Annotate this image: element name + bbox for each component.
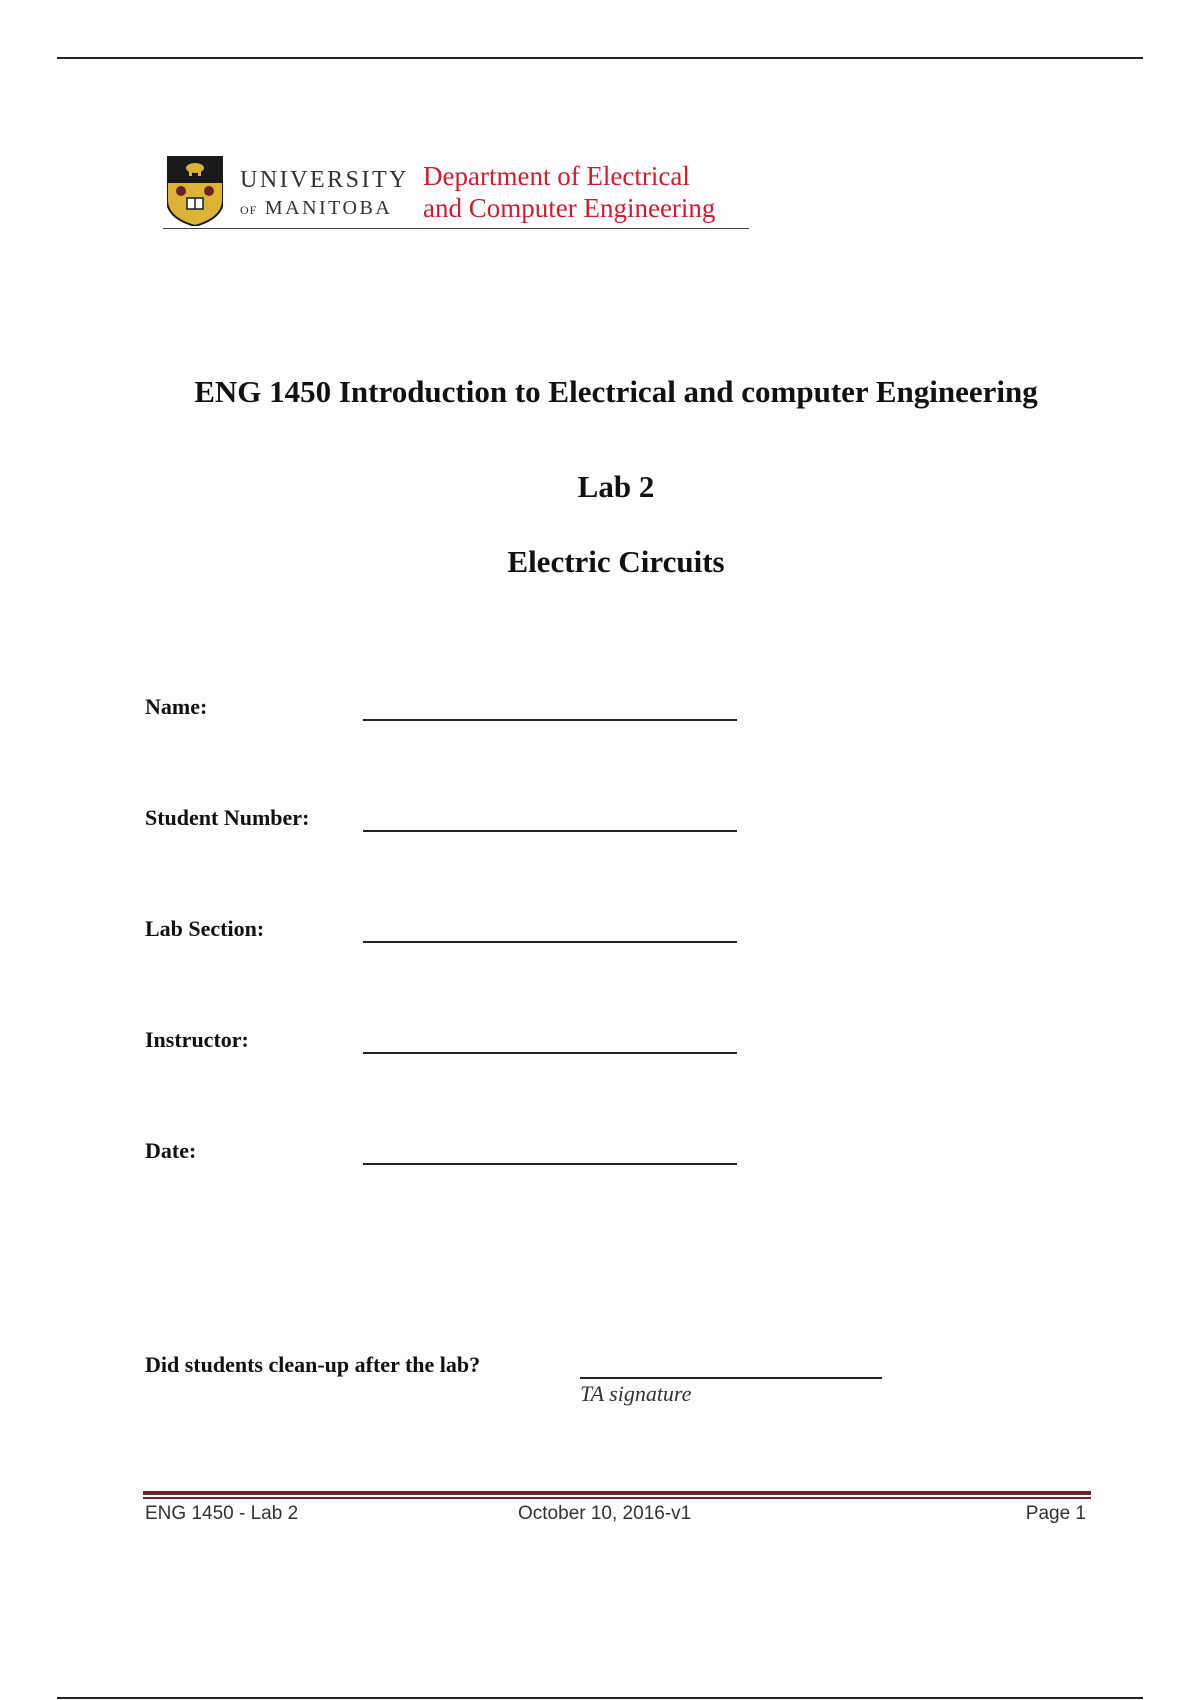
lab-section-blank[interactable] [363, 941, 737, 943]
instructor-blank[interactable] [363, 1052, 737, 1054]
date-label: Date: [145, 1138, 197, 1163]
student-number-blank[interactable] [363, 830, 737, 832]
university-wordmark [240, 168, 409, 218]
ta-signature-blank[interactable] [580, 1377, 882, 1379]
name-blank[interactable] [363, 719, 737, 721]
footer-course: ENG 1450 - Lab 2 [145, 1503, 299, 1524]
footer-date: October 10, 2016-v1 [518, 1503, 692, 1524]
cleanup-question: Did students clean-up after the lab? [145, 1352, 481, 1377]
course-title: ENG 1450 Introduction to Electrical and computer Engineering [194, 374, 1038, 409]
university-of: OF [240, 203, 258, 217]
name-label: Name: [145, 694, 208, 719]
top-page-rule [57, 57, 1143, 59]
lab-topic: Electric Circuits [507, 544, 725, 579]
lab-section-label: Lab Section: [145, 916, 265, 941]
ta-signature-caption: TA signature [580, 1381, 692, 1406]
letterhead-rule [163, 228, 749, 229]
student-number-label: Student Number: [145, 805, 310, 830]
date-blank[interactable] [363, 1163, 737, 1165]
lab-title: Lab 2 [577, 469, 655, 504]
university-name-line1: UNIVERSITY [240, 167, 409, 193]
instructor-label: Instructor: [145, 1027, 249, 1052]
footer-rule-thin [143, 1497, 1091, 1499]
bottom-page-rule [57, 1697, 1143, 1699]
university-crest-icon [167, 156, 223, 226]
footer-rule-thick [143, 1491, 1091, 1495]
department-line2: and Computer Engineering [423, 193, 716, 223]
department-name [423, 160, 715, 224]
department-line1: Department of Electrical [423, 161, 690, 191]
letterhead [163, 152, 749, 230]
footer-page-number: Page 1 [1025, 1503, 1086, 1524]
university-manitoba: MANITOBA [264, 197, 393, 219]
university-name-line2 [240, 198, 409, 218]
